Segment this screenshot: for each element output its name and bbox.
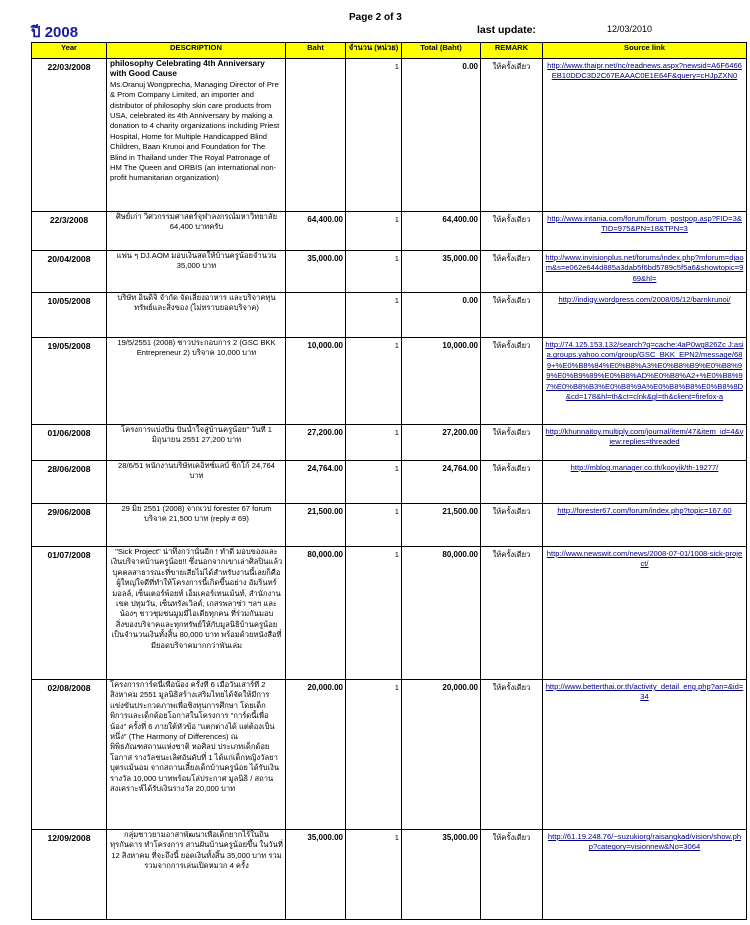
row-year: 10/05/2008 [32, 293, 107, 338]
row-description [107, 338, 286, 425]
row-source-link[interactable]: http://forester67.com/forum/index.php?topic=167.60 [543, 504, 747, 547]
row-baht: 21,500.00 [286, 504, 346, 547]
row-year: 20/04/2008 [32, 251, 107, 293]
row-total: 80,000.00 [402, 547, 481, 680]
row-year: 19/05/2008 [32, 338, 107, 425]
row-body: 29 มิย 2551 (2008) จากเวป forester 67 forum บริจาค 21,500 บาท (reply # 69) [121, 504, 272, 524]
row-baht: 35,000.00 [286, 830, 346, 920]
row-title: philosophy Celebrating 4th Anniversary with Good Cause [110, 59, 265, 79]
row-total: 35,000.00 [402, 251, 481, 293]
row-baht [286, 293, 346, 338]
row-body: ศิษย์เก่า วิศวกรรมศาสตร์จุฬาลงกรณ์มหาวิทยาลัย 64,400 บาทครับ [115, 212, 278, 232]
row-qty: 1 [346, 251, 402, 293]
table-row [32, 338, 747, 425]
row-baht: 80,000.00 [286, 547, 346, 680]
row-body: กลุ่มชาวยามอาสาพัฒนาเพื่อเด็กยากไร้ในถิ่นทุรกันดาร ทำโครงการ สานฝันบ้านครูน้อยขึ้น ในวันที่ 12 สิงหาคม ที่จะถึงนี้ ยอดเงินทั้งสิ้น 35,000 บาท รวมรวมจากการเล่นเปิดหมวก 4 ครั้ง [110, 830, 283, 871]
row-description [107, 461, 286, 504]
row-year: 22/3/2008 [32, 212, 107, 251]
row-description [107, 830, 286, 920]
row-remark: ให้ครั้งเดียว [481, 212, 543, 251]
row-total: 10,000.00 [402, 338, 481, 425]
row-baht: 64,400.00 [286, 212, 346, 251]
row-source-link[interactable]: http://khunnaitoy.multiply.com/journal/item/47&item_id=4&view:replies=threaded [543, 425, 747, 461]
row-qty: 1 [346, 680, 402, 830]
row-description [107, 251, 286, 293]
table-row [32, 212, 747, 251]
row-qty: 1 [346, 504, 402, 547]
row-source-link[interactable]: http://www.thaipr.net/nc/readnews.aspx?newsid=A6F6466EB10DDC3D2C67EAAAC0E1E64F&query=cHJpZXN0 [543, 59, 747, 212]
row-body: 19/5/2551 (2008) ชาวประกอบการ 2 (GSC BKK Entrepreneur 2) บริจาค 10,000 บาท [117, 338, 276, 358]
table-row [32, 680, 747, 830]
row-body: โครงการแบ่งปัน ปันน้ำใจสู่บ้านครูน้อย" วันที่ 1 มิถุนายน 2551 27,200 บาท [121, 425, 272, 445]
table-row [32, 59, 747, 212]
row-year: 01/06/2008 [32, 425, 107, 461]
table-header-row [32, 43, 747, 59]
table-row [32, 547, 747, 680]
row-total: 0.00 [402, 59, 481, 212]
row-description [107, 425, 286, 461]
row-remark: ให้ครั้งเดียว [481, 461, 543, 504]
row-body: บริษัท อินดิจิ จำกัด จัดเลี้ยงอาหาร และบริจาคทุนทรัพย์และสิ่งของ (ไม่ทราบยอดบริจาค) [117, 293, 276, 313]
row-baht: 27,200.00 [286, 425, 346, 461]
col-header-total: Total (Baht) [402, 43, 481, 59]
table-row [32, 251, 747, 293]
row-baht [286, 59, 346, 212]
row-baht: 10,000.00 [286, 338, 346, 425]
row-remark: ให้ครั้งเดียว [481, 830, 543, 920]
row-source-link[interactable]: http://www.newswit.com/news/2008-07-01/1008-sick-project/ [543, 547, 747, 680]
row-source-link[interactable]: http://74.125.153.132/search?q=cache:4aP0wg826Zc J:asia.groups.yahoo.com/group/GSC_BKK_EPN2/message/689+%E0%B8%84%E0%B8%A3%E0%B8%B9%E0%B8%99%E0%B9%89%E0%B8%AD%E0%B8%A2+%E0%B8%97%E0%B8%B3%E0%B8%9A%E0%B8%B8%E0%B8%8D&cd=178&hl=th&ct=clnk&gl=th&client=firefox-a [543, 338, 747, 425]
row-total: 20,000.00 [402, 680, 481, 830]
row-year: 28/06/2008 [32, 461, 107, 504]
row-source-link[interactable]: http://www.intania.com/forum/forum_postpop.asp?FID=3&TID=975&PN=18&TPN=3 [543, 212, 747, 251]
last-update-date: 12/03/2010 [607, 24, 653, 34]
row-qty: 1 [346, 59, 402, 212]
table-row [32, 293, 747, 338]
row-total: 24,764.00 [402, 461, 481, 504]
table-row [32, 461, 747, 504]
row-description [107, 680, 286, 830]
row-remark: ให้ครั้งเดียว [481, 251, 543, 293]
table-row [32, 425, 747, 461]
col-header-description: DESCRIPTION [107, 43, 286, 59]
row-source-link[interactable]: http://www.betterthai.or.th/activity_detail_eng.php?an=&id=34 [543, 680, 747, 830]
row-remark: ให้ครั้งเดียว [481, 293, 543, 338]
row-qty: 1 [346, 212, 402, 251]
page-number: Page 2 of 3 [349, 12, 402, 23]
row-body: โครงการการ์ดนี้เพื่อน้อง ครั้งที่ 6 เมื่อวันเสาร์ที่ 2 สิงหาคม 2551 มูลนิธิสร้างเสริมไทยได้จัดให้มีการแข่งขันประกวดภาพเพื่อชิงทุนการศึกษา โดยเด็กพิการและเด็กด้อยโอกาสในโครงการ "การ์ดนี้เพื่อน้อง" ครั้งที่ 6 ภายใต้หัวข้อ "แตกต่างได้ แต่ต้องเป็นหนึ่ง" (The Harmony of Differences) ณ พิพิธภัณฑสถานแห่งชาติ หอศิลป ประเภทเด็กด้อยโอกาส รางวัลชนะเลิศอันดับที่ 1 ได้แก่เด็กหญิงวัลยา บุตรแม้นอม จากสถานเลี้ยงเด็กบ้านครูน้อย ได้รับเงินรางวัล 10,000 บาทพร้อมโล่ประกาศ มูลนิธิ / สถานสงเคราะห์ได้รับเงินรางวัล 20,000 บาท [110, 680, 280, 794]
row-body: แฟน ๆ DJ.AOM มอบเงินสดให้บ้านครูน้อยจำนวน 35,000 บาท [116, 251, 277, 271]
row-description [107, 212, 286, 251]
row-qty: 1 [346, 830, 402, 920]
row-qty: 1 [346, 338, 402, 425]
row-total: 21,500.00 [402, 504, 481, 547]
row-qty: 1 [346, 293, 402, 338]
row-remark: ให้ครั้งเดียว [481, 425, 543, 461]
row-description [107, 59, 286, 212]
row-total: 0.00 [402, 293, 481, 338]
row-remark: ให้ครั้งเดียว [481, 547, 543, 680]
year-title: ปี 2008 [31, 24, 79, 41]
row-description [107, 504, 286, 547]
row-body: 28/6/51 พนักงานบริษัทเคอิทซ์แลบ์ ชิกโก้ 24,764 บาท [118, 461, 275, 481]
row-remark: ให้ครั้งเดียว [481, 59, 543, 212]
row-remark: ให้ครั้งเดียว [481, 338, 543, 425]
row-body: "Sick Project" น่าทึ่งกว่านั้นอีก ! ทำดี มอบของและเงินบริจาคบ้านครูน้อย!! ซึ่งนอกจากเขาเล่าศิลปินแล้ว บุคคลสาธารณะที่ขายเสียไม่ได้สำหรับงานนี้เลยก็คือผู้ใหญ่ใจดีที่ทำให้โครงการนี้เกิดขึ้นอย่าง อัมรินทร์ มอลล์, เซ็นเตอร์พ้อยท์ เอ็มเคอร์เทนเม้นท์, สำนักงานเขต ปทุมวัน, เซ็นทรัลเวิลด์, เกสรพลาซ่า ฯลฯ และน้องๆ ชาวชุมชนมูมมี่ไอเดียทุกคน ที่ร่วมกันมอบสิ่งของบริจาคและทุกทรัพย์ให้กับมูลนิธิบ้านครูน้อย เป็นจำนวนเงินทั้งสิ้น 80,000 บาท พร้อมด้วยหนังสือที่มียอดบริจาคมากกว่าพันเล่ม [110, 547, 283, 650]
table-row [32, 504, 747, 547]
row-baht: 20,000.00 [286, 680, 346, 830]
page-header [0, 0, 750, 42]
table-row [32, 830, 747, 920]
row-year: 12/09/2008 [32, 830, 107, 920]
col-header-remark: REMARK [481, 43, 543, 59]
donation-table [31, 42, 747, 920]
row-total: 64,400.00 [402, 212, 481, 251]
row-total: 27,200.00 [402, 425, 481, 461]
row-body: Ms.Oranuj Wongprecha, Managing Director of Pre & Prom Company Limited, an importer and distributor of philosophy skin care products from USA, celebrated its 4th Anniversary by making a donation to 4 charity organizations including Priest Hospital, Home for Multiple Handicapped Blind Children, Baan Krunoi and Foundation for The Blind in Thailand under The Royal Patronage of HM The Queen and ORBIS (an international non-profit humanitarian organization) [110, 79, 280, 183]
row-year: 02/08/2008 [32, 680, 107, 830]
row-remark: ให้ครั้งเดียว [481, 680, 543, 830]
row-remark: ให้ครั้งเดียว [481, 504, 543, 547]
row-total: 35,000.00 [402, 830, 481, 920]
row-year: 01/07/2008 [32, 547, 107, 680]
row-description [107, 547, 286, 680]
row-year: 22/03/2008 [32, 59, 107, 212]
col-header-source: Source link [543, 43, 747, 59]
row-year: 29/06/2008 [32, 504, 107, 547]
col-header-baht: Baht [286, 43, 346, 59]
row-source-link[interactable]: http://www.invisionplus.net/forums/index.php?mforum=djaom&s=e062e644d885a3dab5f6bd5789c5f5a6&showtopic=969&hl= [543, 251, 747, 293]
col-header-qty: จำนวน (หน่วย) [346, 43, 402, 59]
col-header-year: Year [32, 43, 107, 59]
row-description [107, 293, 286, 338]
last-update-label: last update: [477, 24, 536, 36]
row-qty: 1 [346, 425, 402, 461]
row-source-link[interactable]: http://mblog.manager.co.th/kooyik/th-19277/ [543, 461, 747, 504]
row-qty: 1 [346, 461, 402, 504]
row-qty: 1 [346, 547, 402, 680]
row-source-link[interactable]: http://61.19.248.76/~suzukiorg/raisangkad/vision/show.php?category=visionnew&No=3064 [543, 830, 747, 920]
row-baht: 24,764.00 [286, 461, 346, 504]
row-source-link[interactable]: http://indigy.wordpress.com/2008/05/12/barnkrunoi/ [543, 293, 747, 338]
row-baht: 35,000.00 [286, 251, 346, 293]
